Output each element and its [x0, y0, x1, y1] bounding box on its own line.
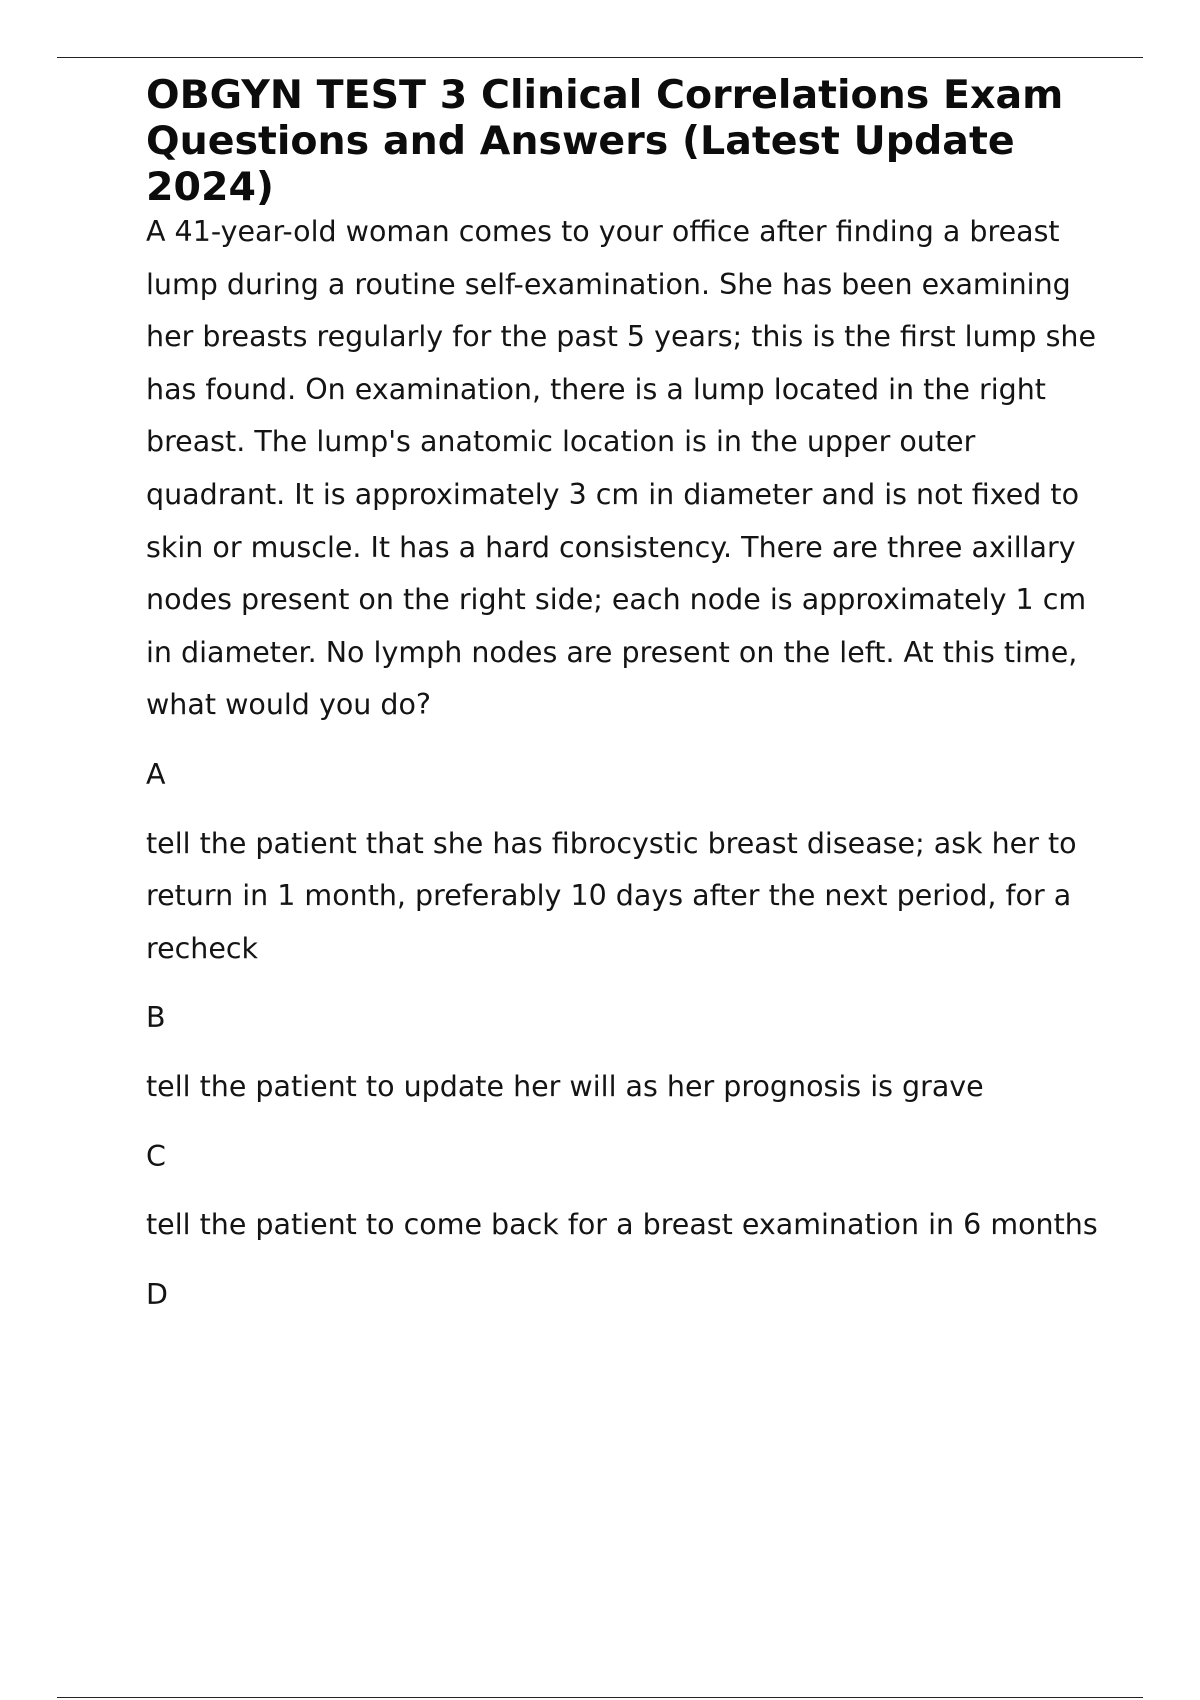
option-label-b: B	[146, 1001, 166, 1035]
option-label-a: A	[146, 757, 166, 791]
page-content	[146, 72, 1106, 1321]
option-text-a: tell the patient that she has fibrocystic breast disease; ask her to return in 1 month, preferably 10 days after the next period, for a recheck	[146, 826, 1077, 965]
top-rule	[57, 57, 1143, 58]
option-label-d: D	[146, 1277, 168, 1311]
document-title: OBGYN TEST 3 Clinical Correlations Exam Questions and Answers (Latest Update 2024)	[146, 72, 1064, 210]
option-label-c: C	[146, 1139, 166, 1173]
option-text-b: tell the patient to update her will as her prognosis is grave	[146, 1069, 984, 1103]
bottom-rule	[57, 1697, 1143, 1698]
option-text-c: tell the patient to come back for a breast examination in 6 months	[146, 1208, 1098, 1242]
question-text: A 41-year-old woman comes to your office after finding a breast lump during a routine self-examination. She has been examining her breasts regularly for the past 5 years; this is the first lump she has found. On examination, there is a lump located in the right breast. The lump's anatomic location is in the upper outer quadrant. It is approximately 3 cm in diameter and is not fixed to skin or muscle. It has a hard consistency. There are three axillary nodes present on the right side; each node is approximately 1 cm in diameter. No lymph nodes are present on the left. At this time, what would you do?	[146, 215, 1097, 722]
